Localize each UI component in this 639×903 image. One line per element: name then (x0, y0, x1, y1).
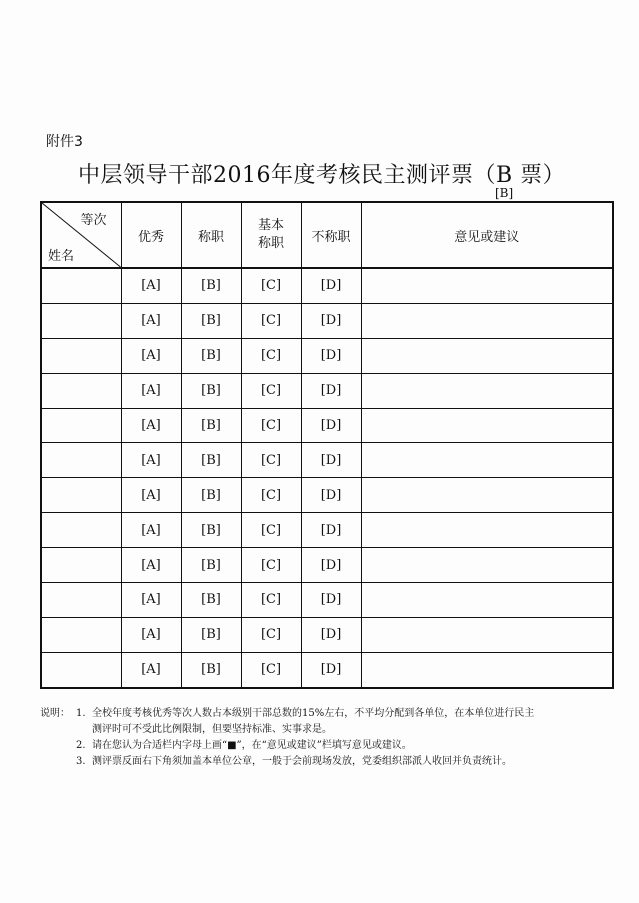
option-a-cell[interactable]: [A] (121, 373, 181, 408)
opinion-cell[interactable] (361, 303, 613, 338)
option-d-cell[interactable]: [D] (301, 303, 361, 338)
opinion-cell[interactable] (361, 373, 613, 408)
option-b-cell[interactable]: [B] (181, 268, 241, 303)
opinion-cell[interactable] (361, 652, 613, 687)
name-cell[interactable] (41, 513, 121, 548)
option-a-cell[interactable]: [A] (121, 583, 181, 618)
col-header-excellent: 优秀 (121, 202, 181, 268)
table-row (41, 268, 613, 303)
option-c-cell[interactable]: [C] (241, 548, 301, 583)
table-row (41, 617, 613, 652)
option-d-cell[interactable]: [D] (301, 408, 361, 443)
name-cell[interactable] (41, 583, 121, 618)
option-d-cell[interactable]: [D] (301, 548, 361, 583)
note-text: 请在您认为合适栏内字母上画“■”，在“意见或建议”栏填写意见或建议。 (92, 740, 412, 751)
name-cell[interactable] (41, 268, 121, 303)
table-row (41, 373, 613, 408)
name-label: 姓名 (48, 249, 75, 264)
note-text: 测评票反面右下角须加盖本单位公章，一般于会前现场发放，党委组织部派人收回并负责统计。 (92, 756, 512, 767)
note-text: 测评时可不受此比例限制，但要坚持标准、实事求是。 (92, 724, 332, 735)
ballot-type-stamp: [B] (495, 186, 514, 200)
option-b-cell[interactable]: [B] (181, 338, 241, 373)
option-c-cell[interactable]: [C] (241, 373, 301, 408)
col-header-incompetent: 不称职 (301, 202, 361, 268)
option-a-cell[interactable]: [A] (121, 548, 181, 583)
opinion-cell[interactable] (361, 338, 613, 373)
opinion-cell[interactable] (361, 268, 613, 303)
option-c-cell[interactable]: [C] (241, 652, 301, 687)
opinion-cell[interactable] (361, 408, 613, 443)
attachment-label: 附件3 (46, 134, 83, 150)
option-d-cell[interactable]: [D] (301, 617, 361, 652)
table-row (41, 583, 613, 618)
option-b-cell[interactable]: [B] (181, 408, 241, 443)
name-cell[interactable] (41, 478, 121, 513)
option-d-cell[interactable]: [D] (301, 652, 361, 687)
option-a-cell[interactable]: [A] (121, 338, 181, 373)
option-d-cell[interactable]: [D] (301, 268, 361, 303)
note-number: 3. (76, 756, 86, 767)
option-c-cell[interactable]: [C] (241, 617, 301, 652)
col-header-competent: 称职 (181, 202, 241, 268)
name-cell[interactable] (41, 548, 121, 583)
option-b-cell[interactable]: [B] (181, 513, 241, 548)
form-title: 中层领导干部2016年度考核民主测评票（B 票） (78, 163, 566, 188)
opinion-cell[interactable] (361, 583, 613, 618)
name-cell[interactable] (41, 443, 121, 478)
name-cell[interactable] (41, 408, 121, 443)
option-b-cell[interactable]: [B] (181, 373, 241, 408)
option-a-cell[interactable]: [A] (121, 478, 181, 513)
option-b-cell[interactable]: [B] (181, 478, 241, 513)
note-number: 2. (76, 740, 86, 751)
opinion-cell[interactable] (361, 443, 613, 478)
option-c-cell[interactable]: [C] (241, 408, 301, 443)
option-d-cell[interactable]: [D] (301, 583, 361, 618)
name-cell[interactable] (41, 652, 121, 687)
table-row (41, 338, 613, 373)
notes-section (40, 706, 620, 770)
grade-label: 等次 (80, 213, 107, 228)
option-b-cell[interactable]: [B] (181, 583, 241, 618)
option-a-cell[interactable]: [A] (121, 268, 181, 303)
option-c-cell[interactable]: [C] (241, 303, 301, 338)
option-c-cell[interactable]: [C] (241, 513, 301, 548)
table-header-row (41, 202, 613, 268)
table-row (41, 303, 613, 338)
col-header-opinion: 意见或建议 (361, 202, 613, 268)
name-cell[interactable] (41, 338, 121, 373)
option-a-cell[interactable]: [A] (121, 617, 181, 652)
table-row (41, 408, 613, 443)
option-d-cell[interactable]: [D] (301, 513, 361, 548)
option-b-cell[interactable]: [B] (181, 443, 241, 478)
option-b-cell[interactable]: [B] (181, 548, 241, 583)
table-row (41, 478, 613, 513)
note-text: 全校年度考核优秀等次人数占本级别干部总数的15%左右，不平均分配到各单位，在本单位进行民主 (92, 708, 535, 719)
note-number: 1. (76, 708, 86, 719)
col-header-basic-competent: 基本 称职 (241, 202, 301, 268)
table-row (41, 513, 613, 548)
opinion-cell[interactable] (361, 617, 613, 652)
option-c-cell[interactable]: [C] (241, 338, 301, 373)
opinion-cell[interactable] (361, 513, 613, 548)
option-b-cell[interactable]: [B] (181, 617, 241, 652)
evaluation-table (40, 201, 614, 689)
option-a-cell[interactable]: [A] (121, 303, 181, 338)
table-row (41, 443, 613, 478)
option-c-cell[interactable]: [C] (241, 583, 301, 618)
option-a-cell[interactable]: [A] (121, 408, 181, 443)
name-cell[interactable] (41, 303, 121, 338)
diagonal-header-cell (41, 202, 121, 268)
option-a-cell[interactable]: [A] (121, 443, 181, 478)
name-cell[interactable] (41, 373, 121, 408)
option-d-cell[interactable]: [D] (301, 373, 361, 408)
option-b-cell[interactable]: [B] (181, 652, 241, 687)
option-c-cell[interactable]: [C] (241, 478, 301, 513)
opinion-cell[interactable] (361, 478, 613, 513)
option-a-cell[interactable]: [A] (121, 513, 181, 548)
option-a-cell[interactable]: [A] (121, 652, 181, 687)
table-row (41, 652, 613, 687)
option-d-cell[interactable]: [D] (301, 443, 361, 478)
option-c-cell[interactable]: [C] (241, 268, 301, 303)
notes-prefix: 说明： (40, 708, 70, 719)
option-d-cell[interactable]: [D] (301, 478, 361, 513)
option-b-cell[interactable]: [B] (181, 303, 241, 338)
option-c-cell[interactable]: [C] (241, 443, 301, 478)
option-d-cell[interactable]: [D] (301, 338, 361, 373)
table-row (41, 548, 613, 583)
name-cell[interactable] (41, 617, 121, 652)
opinion-cell[interactable] (361, 548, 613, 583)
